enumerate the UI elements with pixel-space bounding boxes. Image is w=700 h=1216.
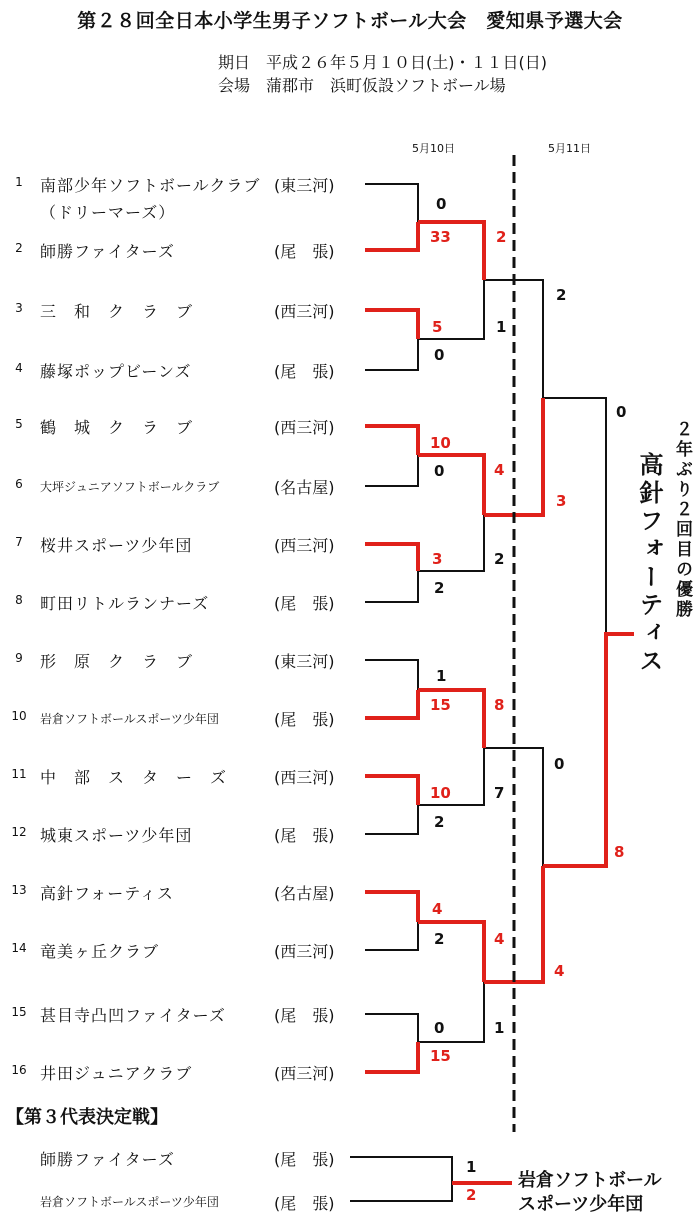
third-score: 1 xyxy=(466,1158,477,1176)
team-number: 5 xyxy=(15,417,23,431)
score-label: 2 xyxy=(496,228,507,246)
score-label: 2 xyxy=(434,930,445,948)
score-label: 4 xyxy=(432,900,443,918)
team-region: (尾 張) xyxy=(274,362,335,381)
team-number: 13 xyxy=(11,883,27,897)
score-label: 7 xyxy=(494,784,505,802)
score-label: 1 xyxy=(494,1019,505,1037)
score-label: 4 xyxy=(494,461,505,479)
r1-win-t11 xyxy=(365,776,418,805)
team-region: (東三河) xyxy=(274,652,335,671)
r1-line-t15 xyxy=(365,1014,418,1042)
team-name: 甚目寺凸凹ファイターズ xyxy=(40,1006,226,1025)
score-label: 1 xyxy=(496,318,507,336)
r1-win-t13 xyxy=(365,892,418,922)
page-title: 第２８回全日本小学生男子ソフトボール大会 愛知県予選大会 xyxy=(77,10,623,32)
r1-line-t8 xyxy=(365,571,418,602)
team-region: (名古屋) xyxy=(274,884,335,903)
third-line-t2 xyxy=(350,1183,452,1201)
r1-win-t3 xyxy=(365,310,418,339)
r1-win-t16 xyxy=(365,1042,418,1072)
team-number: 2 xyxy=(15,241,23,255)
score-label: 15 xyxy=(430,1047,451,1065)
r2-line-f xyxy=(418,748,484,805)
team-name: 三 和 ク ラ ブ xyxy=(40,302,194,321)
team-number: 15 xyxy=(11,1005,27,1019)
day1-label: 5月10日 xyxy=(412,142,455,155)
third-winner-line: 岩倉ソフトボール xyxy=(518,1170,662,1191)
champion-note: ２年ぶり２回目の優勝 xyxy=(672,420,692,620)
team-region: (名古屋) xyxy=(274,478,335,497)
score-label: 0 xyxy=(436,195,447,213)
venue-line: 会場 蒲郡市 浜町仮設ソフトボール場 xyxy=(218,76,506,95)
team-name: 桜井スポーツ少年団 xyxy=(40,536,193,555)
team-region: (尾 張) xyxy=(274,826,335,845)
score-label: 2 xyxy=(494,550,505,568)
team-name: 鶴 城 ク ラ ブ xyxy=(40,418,194,437)
r2-win-g xyxy=(418,922,484,982)
r2-line-d xyxy=(418,515,484,571)
r1-line-t6 xyxy=(365,455,418,486)
team-name: 町田リトルランナーズ xyxy=(40,594,210,613)
team-number: 12 xyxy=(11,825,27,839)
team-number: 14 xyxy=(11,941,27,955)
score-label: 5 xyxy=(432,318,443,336)
team-region: (西三河) xyxy=(274,418,335,437)
team-name: 藤塚ポップビーンズ xyxy=(40,362,192,381)
score-label: 2 xyxy=(434,579,445,597)
date-line: 期日 平成２６年５月１０日(土)・１１日(日) xyxy=(218,53,547,72)
champion-name: 高針フォーティス xyxy=(635,452,663,676)
team-name: 南部少年ソフトボールクラブ xyxy=(40,176,261,195)
r2-line-b xyxy=(418,280,484,339)
r1-line-t9 xyxy=(365,660,418,690)
score-label: 33 xyxy=(430,228,451,246)
team-number: 6 xyxy=(15,477,23,491)
team-number: 16 xyxy=(11,1063,27,1077)
team-region: (尾 張) xyxy=(274,710,335,729)
r1-line-t4 xyxy=(365,339,418,370)
r1-line-t14 xyxy=(365,922,418,950)
third-team-name: 岩倉ソフトボールスポーツ少年団 xyxy=(40,1195,219,1209)
score-label: 0 xyxy=(434,1019,445,1037)
score-label: 8 xyxy=(614,843,625,861)
sf-line-top xyxy=(543,398,606,634)
team-name: 高針フォーティス xyxy=(40,884,174,903)
r1-win-t10 xyxy=(365,690,418,718)
r2-line-h xyxy=(418,982,484,1042)
team-region: (西三河) xyxy=(274,536,335,555)
third-team-name: 師勝ファイターズ xyxy=(40,1150,175,1169)
r1-win-t5 xyxy=(365,426,418,455)
team-region: (西三河) xyxy=(274,302,335,321)
third-line-t1 xyxy=(350,1157,452,1183)
team-name: 城東スポーツ少年団 xyxy=(40,826,193,845)
team-number: 3 xyxy=(15,301,23,315)
team-name: 中 部 ス タ ー ズ xyxy=(40,768,228,787)
r1-win-t2 xyxy=(365,222,418,250)
team-number: 11 xyxy=(11,767,27,781)
score-label: 3 xyxy=(432,550,443,568)
team-region: (尾 張) xyxy=(274,594,335,613)
third-place-title: 【第３代表決定戦】 xyxy=(6,1107,168,1128)
r1-line-t12 xyxy=(365,805,418,834)
team-region: (西三河) xyxy=(274,1064,335,1083)
third-score: 2 xyxy=(466,1186,477,1204)
bracket-black-lines xyxy=(350,184,606,1201)
r2-win-e xyxy=(418,690,484,748)
team-region: (東三河) xyxy=(274,176,335,195)
team-number: 1 xyxy=(15,175,23,189)
team-name: 大坪ジュニアソフトボールクラブ xyxy=(40,480,220,494)
score-label: 10 xyxy=(430,434,451,452)
team-name: 形 原 ク ラ ブ xyxy=(40,652,194,671)
score-label: 0 xyxy=(434,346,445,364)
score-label: 2 xyxy=(556,286,567,304)
third-winner-line: スポーツ少年団 xyxy=(518,1194,644,1215)
team-name: 井田ジュニアクラブ xyxy=(40,1064,193,1083)
team-region: (尾 張) xyxy=(274,242,335,261)
day2-label: 5月11日 xyxy=(548,142,591,155)
team-number: 10 xyxy=(11,709,27,723)
score-label: 1 xyxy=(436,667,447,685)
r1-line-t1 xyxy=(365,184,418,222)
team-region: (尾 張) xyxy=(274,1006,335,1025)
score-label: 3 xyxy=(556,492,567,510)
team-region: (西三河) xyxy=(274,768,335,787)
team-subname: （ドリーマーズ） xyxy=(40,203,176,222)
team-number: 9 xyxy=(15,651,23,665)
team-name: 岩倉ソフトボールスポーツ少年団 xyxy=(40,712,219,726)
r2-win-c xyxy=(418,455,484,515)
team-number: 8 xyxy=(15,593,23,607)
score-label: 2 xyxy=(434,813,445,831)
score-label: 8 xyxy=(494,696,505,714)
sf-win-bottom xyxy=(543,634,634,866)
third-team-region: (尾 張) xyxy=(274,1150,335,1169)
team-name: 師勝ファイターズ xyxy=(40,242,175,261)
third-team-region: (尾 張) xyxy=(274,1194,335,1213)
score-label: 10 xyxy=(430,784,451,802)
score-label: 4 xyxy=(494,930,505,948)
score-label: 0 xyxy=(616,403,627,421)
r1-win-t7 xyxy=(365,544,418,571)
score-label: 15 xyxy=(430,696,451,714)
r2-win-a xyxy=(418,222,484,280)
score-label: 0 xyxy=(554,755,565,773)
team-region: (西三河) xyxy=(274,942,335,961)
score-label: 0 xyxy=(434,462,445,480)
team-number: 7 xyxy=(15,535,23,549)
score-label: 4 xyxy=(554,962,565,980)
team-number: 4 xyxy=(15,361,23,375)
team-name: 竜美ヶ丘クラブ xyxy=(40,942,160,961)
